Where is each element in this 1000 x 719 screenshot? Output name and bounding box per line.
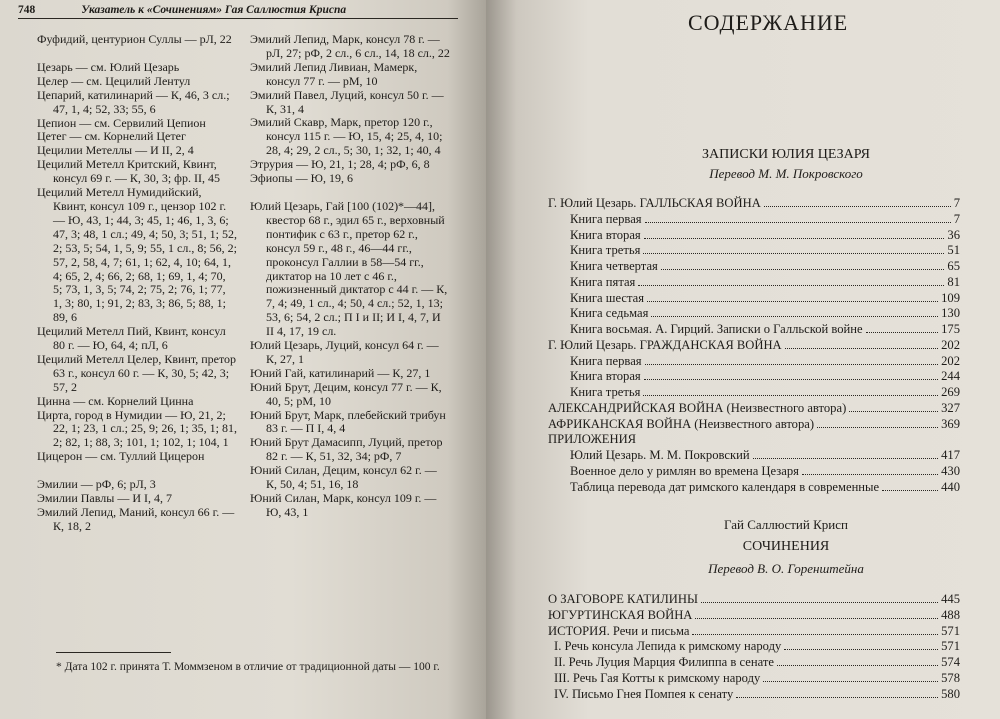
- toc-leader-dots: [736, 688, 938, 698]
- toc-leader-dots: [763, 672, 938, 682]
- index-entry: Цецилий Метелл Пий, Квинт, консул 80 г. — Ю, 64, 4; пЛ, 6: [37, 324, 226, 353]
- toc-entry: [548, 306, 960, 322]
- index-entry: Эмилий Павел, Луций, консул 50 г. — К, 31, 4: [250, 87, 444, 116]
- toc-entry-page: 175: [941, 322, 960, 336]
- index-entry: Цетег — см. Корнелий Цетег: [37, 129, 186, 144]
- toc-entry: [548, 432, 960, 448]
- toc-entry-label: Книга третья: [570, 385, 641, 399]
- toc-leader-dots: [647, 292, 938, 302]
- index-entry: Юний Силан, Марк, консул 109 г. — Ю, 43, 1: [250, 491, 437, 519]
- toc-entry-label: АЛЕКСАНДРИЙСКАЯ ВОЙНА (Неизвестного автора): [548, 400, 847, 415]
- toc-entry-page: 109: [941, 290, 960, 305]
- toc-entry: [548, 592, 960, 608]
- index-entry: Цецилии Метеллы — И II, 2, 4: [37, 143, 194, 158]
- section1-translator: Перевод М. М. Покровского: [709, 166, 863, 181]
- index-entry: Фуфидий, центурион Суллы — рЛ, 22: [37, 32, 232, 46]
- index-entry: Юний Брут, Децим, консул 77 г. — К, 40, 5; рМ, 10: [250, 379, 442, 408]
- toc-entry: [548, 291, 960, 307]
- toc-entry: [548, 417, 960, 433]
- toc-entry-page: 202: [941, 353, 960, 368]
- toc-leader-dots: [817, 418, 938, 428]
- toc-leader-dots: [638, 276, 944, 286]
- toc-entry-label: Книга четвертая: [570, 259, 658, 273]
- toc-leader-dots: [643, 244, 944, 254]
- toc-entry-label: Книга седьмая: [570, 306, 649, 321]
- toc-entry-label: О ЗАГОВОРЕ КАТИЛИНЫ: [548, 592, 698, 606]
- toc-entry-page: 7: [953, 196, 960, 210]
- section2-translator: Перевод В. О. Горенштейна: [708, 561, 864, 576]
- toc-entry: [548, 275, 960, 291]
- toc-entry: [548, 228, 960, 244]
- toc-leader-dots: [651, 307, 938, 317]
- index-entry: Юний Гай, катилинарий — К, 27, 1: [250, 365, 431, 380]
- index-entry: Цепарий, катилинарий — К, 46, 3 сл.; 47, 1, 4; 52, 33; 55, 6: [37, 87, 230, 116]
- index-entry: Цезарь — см. Юлий Цезарь: [37, 59, 180, 74]
- index-entry: Цинна — см. Корнелий Цинна: [37, 393, 194, 408]
- toc-entry-page: 488: [941, 607, 960, 622]
- toc-leader-dots: [777, 656, 938, 666]
- toc-entry-label: Г. Юлий Цезарь. ГРАЖДАНСКАЯ ВОЙНА: [548, 337, 782, 352]
- toc-leader-dots: [866, 323, 939, 333]
- left-page: [0, 0, 486, 719]
- index-entry: Эфиопы — Ю, 19, 6: [250, 171, 353, 186]
- running-head-title: Указатель к «Сочинениям» Гая Саллюстия Криспа: [81, 4, 347, 16]
- toc-entry-label: АФРИКАНСКАЯ ВОЙНА (Неизвестного автора): [548, 416, 815, 431]
- toc-entry-page: 51: [947, 243, 960, 258]
- toc-entry-page: 81: [947, 274, 960, 289]
- toc-entry: [548, 655, 960, 671]
- index-entry: Цирта, город в Нумидии — Ю, 21, 2; 22, 1; 23, 1 сл.; 25, 9; 26, 1; 35, 1; 81, 2; 82, 1; 88, 3; 101, 1; 102, 1; 104, 1: [37, 407, 237, 450]
- toc-entry: [548, 322, 960, 338]
- toc-leader-dots: [701, 593, 938, 603]
- running-head: [18, 4, 458, 19]
- toc-entry-page: 269: [941, 385, 960, 399]
- toc-leader-dots: [692, 625, 938, 635]
- index-entry: Эмилий Лепид Ливиан, Мамерк, консул 77 г. — рМ, 10: [250, 59, 418, 88]
- toc-entry: [548, 259, 960, 275]
- toc-entry-label: Книга восьмая. А. Гирций. Записки о Галльской войне: [570, 322, 863, 336]
- toc-leader-dots: [882, 481, 938, 491]
- toc-leader-dots: [785, 339, 938, 349]
- toc-leader-dots: [784, 640, 938, 650]
- toc-leader-dots: [644, 229, 945, 239]
- toc-entry-page: 65: [947, 259, 960, 273]
- index-column-left: [37, 33, 237, 534]
- toc-entry-page: 202: [941, 337, 960, 352]
- toc-entry-page: 36: [947, 227, 960, 242]
- toc-entry-label: III. Речь Гая Котты к римскому народу: [554, 670, 761, 685]
- toc-entry-label: II. Речь Луция Марция Филиппа в сенате: [554, 655, 774, 669]
- toc-entry-page: 440: [941, 479, 960, 494]
- toc-entry-page: 445: [941, 592, 960, 606]
- toc-entry-label: Книга вторая: [570, 227, 641, 242]
- toc-list-sallust: [548, 592, 960, 702]
- index-entry: Целер — см. Цецилий Лентул: [37, 73, 191, 88]
- toc-entry: [548, 401, 960, 417]
- toc-entry-label: Книга вторая: [570, 369, 641, 384]
- toc-entry: [548, 196, 960, 212]
- index-entry: Цицерон — см. Туллий Цицерон: [37, 449, 205, 464]
- toc-entry-label: Г. Юлий Цезарь. ГАЛЛЬСКАЯ ВОЙНА: [548, 196, 761, 210]
- index-entry: Цецилий Метелл Нумидийский, Квинт, консул 109 г., цензор 102 г. — Ю, 43, 1; 44, 3; 45, 1; 46, 1, 3, 6; 47, 3; 48, 1 сл.; 49, 4; 50, 3; 51, 1; 52, 2; 53, 5; 54, 1, 5, 9; 55, 1 сл., 8; 56, 2; 57, 2, 58, 4, 7; 61, 1; 62, 4, 10; 64, 1, 4; 65, 2, 4; 66, 2; 68, 1; 69, 1, 4; 70, 5; 73, 1, 3, 5; 74, 2; 75, 2; 76, 1; 77, 1, 3; 80, 1; 91, 2; 83, 3; 86, 5; 88, 1; 89, 6: [37, 185, 237, 325]
- index-entry: Этрурия — Ю, 21, 1; 28, 4; рФ, 6, 8: [250, 157, 430, 172]
- toc-list-caesar: [548, 196, 960, 495]
- index-entry: Юлий Цезарь, Луций, консул 64 г. — К, 27, 1: [250, 338, 439, 366]
- toc-entry: [548, 385, 960, 401]
- toc-entry-page: 244: [941, 369, 960, 384]
- toc-entry-page: 417: [941, 448, 960, 462]
- index-entry: Эмилий Лепид, Маний, консул 66 г. — К, 18, 2: [37, 505, 235, 533]
- toc-entry-label: ЮГУРТИНСКАЯ ВОЙНА: [548, 607, 693, 622]
- toc-entry-label: Военное дело у римлян во времена Цезаря: [570, 463, 799, 478]
- index-entry: Эмилии Павлы — И I, 4, 7: [37, 491, 172, 506]
- index-entry: Цепион — см. Сервилий Цепион: [37, 115, 206, 130]
- toc-entry-label: Книга пятая: [570, 274, 636, 289]
- toc-entry: [548, 624, 960, 640]
- toc-entry-page: 580: [941, 686, 960, 701]
- section1-title: ЗАПИСКИ ЮЛИЯ ЦЕЗАРЯ: [702, 147, 870, 162]
- toc-entry: [548, 448, 960, 464]
- toc-entry-page: 430: [941, 463, 960, 478]
- toc-leader-dots: [764, 197, 951, 207]
- toc-entry: [548, 671, 960, 687]
- toc-entry: [548, 480, 960, 496]
- toc-entry-label: Таблица перевода дат римского календаря в современные: [570, 479, 880, 494]
- index-entry: Эмилии — рФ, 6; рЛ, 3: [37, 477, 156, 492]
- toc-leader-dots: [661, 260, 945, 270]
- section2-title: СОЧИНЕНИЯ: [742, 539, 830, 554]
- index-column-right: [250, 33, 450, 520]
- toc-entry-page: 571: [941, 639, 960, 654]
- toc-leader-dots: [753, 449, 939, 459]
- toc-title: СОДЕРЖАНИЕ: [688, 10, 849, 35]
- toc-leader-dots: [802, 465, 938, 475]
- toc-entry-label: ПРИЛОЖЕНИЯ: [548, 432, 637, 447]
- index-entry: Эмилий Скавр, Марк, претор 120 г., консул 115 г. — Ю, 15, 4; 25, 4, 10; 28, 4; 29, 2 сл., 5; 30, 1; 32, 1; 40, 4: [250, 115, 443, 158]
- footnote: * Дата 102 г. принята Т. Моммзеном в отличие от традиционной даты — 100 г.: [56, 661, 440, 673]
- section2-author: Гай Саллюстий Крисп: [724, 517, 848, 532]
- toc-leader-dots: [644, 370, 938, 380]
- toc-leader-dots: [643, 386, 938, 396]
- toc-entry: [548, 639, 960, 655]
- toc-leader-dots: [695, 609, 938, 619]
- toc-entry-page: 369: [941, 416, 960, 431]
- toc-entry-label: ИСТОРИЯ. Речи и письма: [548, 623, 690, 638]
- toc-entry-label: Книга первая: [570, 211, 642, 226]
- toc-entry-label: Книга шестая: [570, 290, 645, 305]
- toc-entry: [548, 354, 960, 370]
- toc-leader-dots: [849, 402, 938, 412]
- index-entry: Юний Силан, Децим, консул 62 г. — К, 50, 4; 51, 16, 18: [250, 463, 437, 492]
- toc-entry-label: IV. Письмо Гнея Помпея к сенату: [554, 686, 734, 701]
- toc-entry-label: Книга третья: [570, 243, 641, 258]
- toc-entry-page: 130: [941, 306, 960, 321]
- index-entry: Юний Брут, Марк, плебейский трибун 83 г. — П I, 4, 4: [250, 407, 446, 436]
- toc-leader-dots: [645, 213, 951, 223]
- toc-entry-label: I. Речь консула Лепида к римскому народу: [554, 639, 782, 654]
- toc-entry-page: 7: [953, 211, 960, 226]
- toc-entry-page: 327: [941, 400, 960, 415]
- toc-entry-page: 574: [941, 655, 960, 669]
- toc-entry-label: Юлий Цезарь. М. М. Покровский: [570, 448, 750, 462]
- toc-leader-dots: [645, 355, 939, 365]
- page-number: 748: [18, 4, 36, 16]
- toc-entry-page: 571: [941, 623, 960, 638]
- toc-entry: [548, 338, 960, 354]
- index-entry: Эмилий Лепид, Марк, консул 78 г. — рЛ, 27; рФ, 2 сл., 6 сл., 14, 18 сл., 22: [250, 32, 450, 60]
- toc-entry-page: 578: [941, 670, 960, 685]
- index-entry: Юний Брут Дамасипп, Луций, претор 82 г. — К, 51, 32, 34; рФ, 7: [250, 435, 443, 464]
- toc-entry: [548, 369, 960, 385]
- index-entry: Цецилий Метелл Критский, Квинт, консул 69 г. — К, 30, 3; фр. II, 45: [37, 157, 220, 186]
- toc-entry: [548, 608, 960, 624]
- toc-entry: [548, 243, 960, 259]
- toc-entry-label: Книга первая: [570, 353, 642, 368]
- index-entry: Юлий Цезарь, Гай [100 (102)*—44], квестор 68 г., эдил 65 г., верховный понтифик с 63 г., претор 62 г., консул 59 г., 48 г., 46—44 гг., проконсул Галлии в 58—54 гг., диктатор на 10 лет с 46 г., пожизненный диктатор с 44 г. — К, 7, 4; 49, 1 сл., 4; 50, 4 сл.; 52, 1, 13; 53, 6; 54, 2 сл.; П I и II; И I, 4, 7, И II 4, 17, 19 сл.: [250, 198, 448, 339]
- toc-entry: [548, 212, 960, 228]
- index-entry: Цецилий Метелл Целер, Квинт, претор 63 г., консул 60 г. — К, 30, 5; 42, 3; 57, 2: [37, 351, 237, 394]
- toc-entry: [548, 687, 960, 703]
- footnote-rule: [56, 652, 171, 653]
- toc-entry: [548, 464, 960, 480]
